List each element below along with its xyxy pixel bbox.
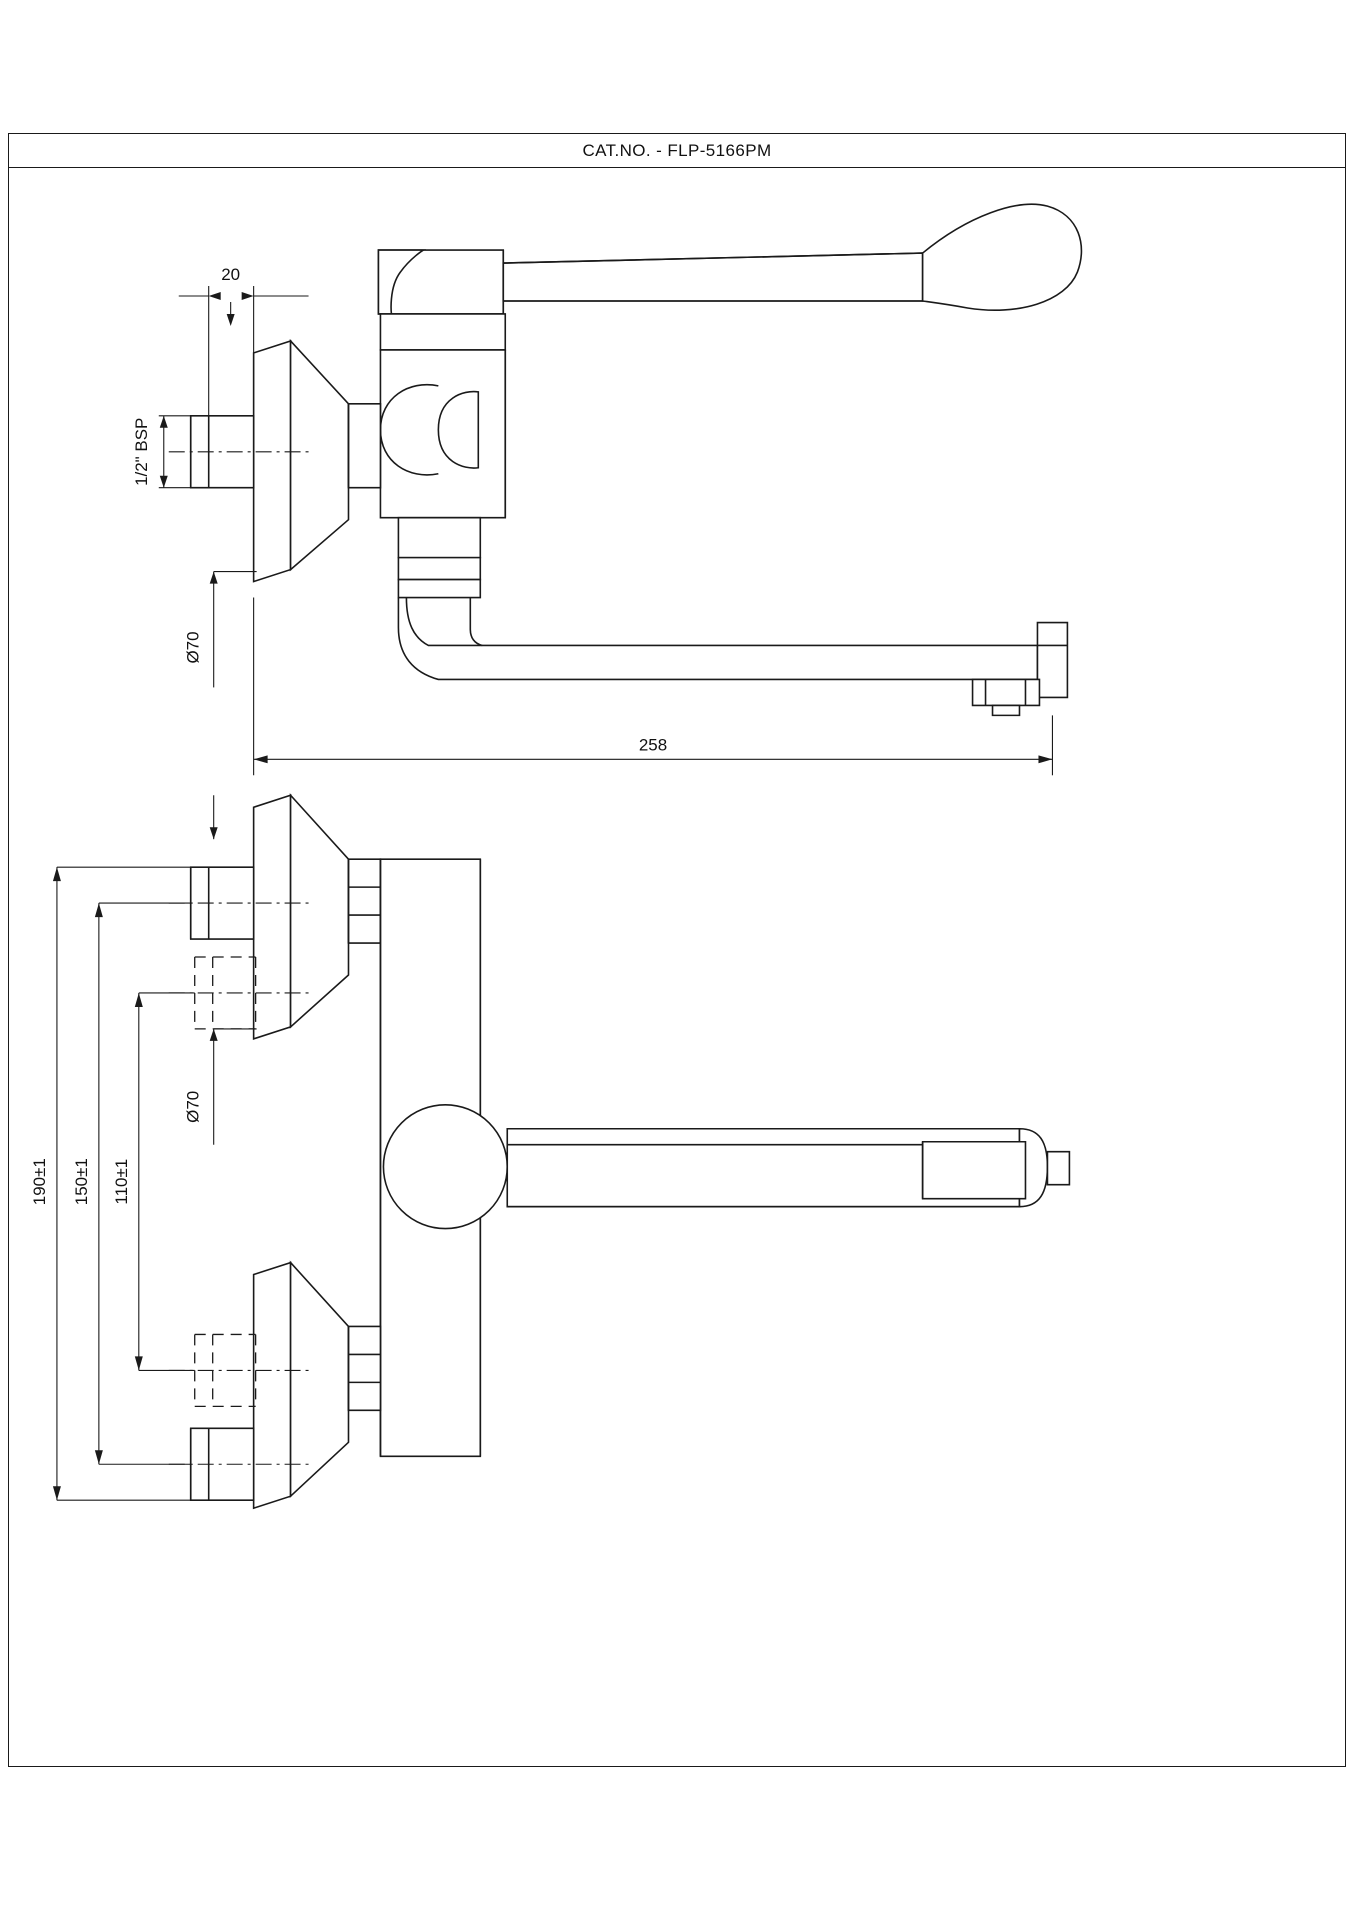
dimension-spout-reach [254, 598, 1053, 776]
spout [398, 580, 1067, 716]
upper-wall-flange [169, 795, 381, 1039]
dimension-body-centres [112, 993, 195, 1370]
drawing-canvas [9, 168, 1345, 1766]
dimension-label-dia70-side: Ø70 [183, 631, 203, 664]
front-elevation-view [30, 795, 1069, 1508]
dimension-label-150: 150±1 [71, 1158, 91, 1206]
dimension-label-20: 20 [221, 265, 241, 285]
lower-wall-flange [169, 1263, 381, 1509]
catalogue-number-label: CAT.NO. - FLP-5166PM [582, 140, 772, 160]
spout-front [383, 1105, 1069, 1229]
title-block [9, 134, 1345, 168]
drawing-frame [8, 133, 1346, 1767]
technical-drawing-svg [9, 168, 1345, 1766]
valve-body [380, 314, 505, 580]
dimension-inlet-centres [72, 903, 191, 1464]
wall-flange [169, 341, 381, 582]
dimension-overall-centres [30, 867, 191, 1500]
lever-handle [378, 204, 1081, 314]
dimension-flange-diameter-side [184, 572, 257, 688]
dimension-label-190: 190±1 [29, 1158, 49, 1206]
side-elevation-view [132, 204, 1082, 775]
dimension-label-dia70-front: Ø70 [183, 1090, 203, 1123]
dimension-label-258: 258 [638, 735, 668, 755]
dimension-label-half-bsp: 1/2" BSP [131, 417, 151, 486]
dimension-flange-diameter-front [184, 1029, 257, 1145]
dimension-label-110: 110±1 [111, 1158, 131, 1205]
